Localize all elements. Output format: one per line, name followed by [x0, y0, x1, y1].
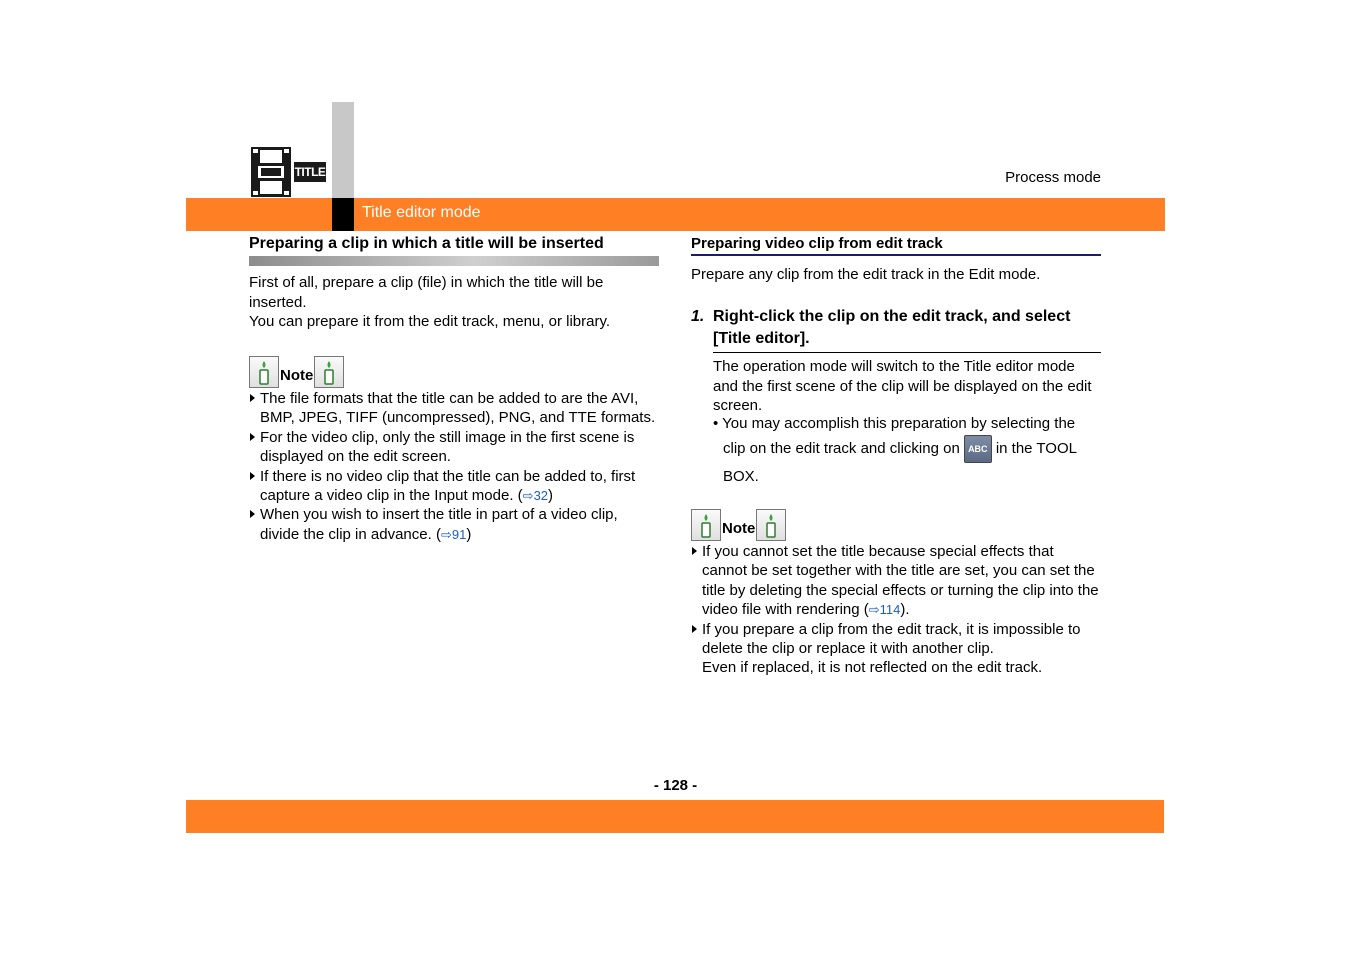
left-note-header [249, 355, 659, 389]
list-item: The file formats that the title can be added to are the AVI, BMP, JPEG, TIFF (uncompressed), PNG, and TTE formats. [249, 389, 659, 428]
process-mode-label: Process mode [1005, 169, 1101, 186]
step-1 [691, 306, 1101, 353]
section-title: Title editor mode [362, 204, 481, 221]
left-heading-rule [249, 256, 659, 266]
step-number: 1. [691, 308, 705, 325]
title-badge-icon: TITLE [294, 162, 326, 182]
page-link-91[interactable]: 91 [451, 526, 467, 542]
page-link-32[interactable]: 32 [533, 488, 549, 504]
right-intro: Prepare any clip from the edit track in the Edit mode. [691, 266, 1041, 283]
arrow-right-icon: ⇨ [522, 488, 534, 504]
list-item: If you cannot set the title because special effects that cannot be set together with the title are set, you can set the title by deleting the special effects or turning the clip into the video file with rendering (⇨114). [691, 542, 1101, 620]
film-strip-icon [251, 147, 291, 197]
list-item: If there is no video clip that the title can be added to, first capture a video clip in the Input mode. (⇨32) [249, 467, 659, 506]
step-body: The operation mode will switch to the Title editor mode and the first scene of the clip will be displayed on the edit screen. [713, 358, 1092, 414]
sub-bullet-line-2: clip on the edit track and clicking on ABC in the TOOL BOX. [713, 435, 1101, 491]
title-tool-icon[interactable]: ABC [964, 435, 992, 463]
left-note-label: Note [280, 366, 314, 384]
right-note-header [691, 508, 1101, 542]
right-note-list [691, 542, 1101, 678]
note-candle-icon [314, 356, 344, 388]
arrow-right-icon: ⇨ [868, 602, 880, 618]
list-item: For the video clip, only the still image in the first scene is displayed on the edit screen. [249, 428, 659, 467]
header-black-block [332, 198, 354, 231]
right-note-block [691, 508, 1101, 678]
page-number: - 128 - [653, 777, 698, 794]
note-candle-icon [756, 509, 786, 541]
left-intro-line-2: You can prepare it from the edit track, menu, or library. [249, 313, 611, 330]
note-candle-icon [249, 356, 279, 388]
step-instruction: Right-click the clip on the edit track, and select [Title editor]. [713, 306, 1101, 353]
arrow-right-icon: ⇨ [440, 526, 452, 542]
list-item: If you prepare a clip from the edit track, it is impossible to delete the clip or replace it with another clip. Even if replaced, it is not reflected on the edit track. [691, 620, 1101, 678]
right-note-label: Note [722, 519, 756, 537]
sub-bullet-line-1: • You may accomplish this preparation by selecting the [713, 415, 1076, 432]
header-gray-column [332, 102, 354, 198]
page-link-114[interactable]: 114 [879, 602, 901, 618]
left-heading: Preparing a clip in which a title will be inserted [249, 235, 604, 252]
left-note-block [249, 355, 659, 544]
left-intro-line-1: First of all, prepare a clip (file) in which the title will be inserted. [249, 274, 604, 311]
note-candle-icon [691, 509, 721, 541]
left-intro [249, 273, 659, 332]
step-sub-bullet [713, 414, 1101, 491]
list-item: When you wish to insert the title in part of a video clip, divide the clip in advance. (⇨91) [249, 505, 659, 544]
left-note-list [249, 389, 659, 544]
right-heading: Preparing video clip from edit track [691, 234, 1101, 256]
footer-bar [186, 800, 1164, 833]
